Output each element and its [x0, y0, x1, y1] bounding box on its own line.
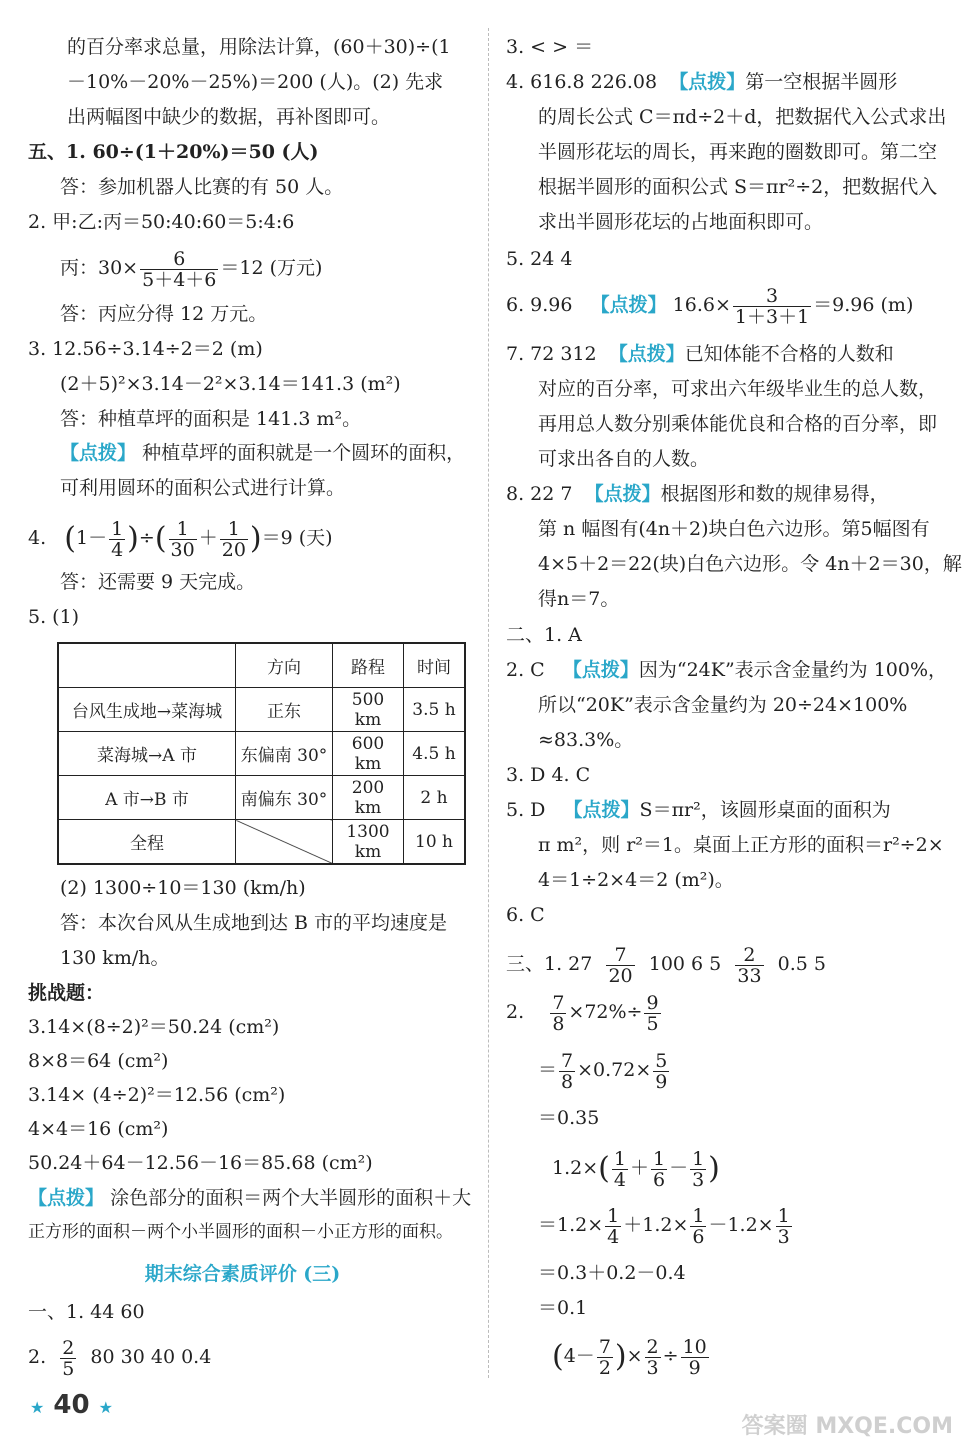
section-2-5: 5. D 【点拨】S＝πr²，该圆形桌面的面积为: [506, 799, 891, 821]
column-divider: [488, 28, 489, 1378]
formula-line: 1.2×( $\frac{1}{4}$ ＋ $\frac{1}{6}$ － $\frac{1}{3}$ ): [552, 1147, 720, 1191]
tip-line: 【点拨】 种植草坪的面积就是一个圆环的面积，: [60, 442, 466, 464]
answer-text: 答：丙应分得 12 万元。: [60, 303, 268, 325]
tip-line: 4＝1÷2×4＝2 (m²)。: [538, 869, 734, 891]
question-5-3: 3. 12.56÷3.14÷2＝2 (m): [28, 338, 263, 360]
tip-line: 第 n 幅图有(4n＋2)块白色六边形。第5幅图有: [538, 518, 930, 540]
text-line: －10%－20%－25%)＝200 (人)。(2) 先求: [67, 71, 444, 93]
question-5-4: 4. (1－ $\frac{1}{4}$ )÷( $\frac{1}{30}$ ＋ $\frac{1}{20}$ )＝9 (天): [28, 517, 333, 561]
section-2-1: 二、1. A: [506, 624, 582, 646]
section-2-2: 2. C 【点拨】因为“24K”表示含金量约为 100%，: [506, 659, 948, 681]
formula-line: ＝1.2× $\frac{1}{4}$ ＋1.2× $\frac{1}{6}$ －1.2× $\frac{1}{3}$: [538, 1204, 790, 1248]
section-2-6: 6. C: [506, 904, 545, 926]
tip-line: 对应的百分率，可求出六年级毕业生的总人数，: [538, 378, 938, 400]
formula-line: (2) 1300÷10＝130 (km/h): [60, 877, 306, 899]
tip-label: 【点拨】: [60, 442, 137, 464]
answer-text: 130 km/h。: [60, 947, 170, 969]
question-5-2: 2. 甲:乙:丙＝50:40:60＝5:4:6: [28, 211, 295, 233]
section-2-34: 3. D 4. C: [506, 764, 591, 786]
page-number: ★ 40 ★: [30, 1390, 113, 1420]
question-5-1: 五、1. 60÷(1＋20%)＝50 (人): [28, 141, 319, 163]
tip-line: 可利用圆环的面积公式进行计算。: [60, 477, 346, 499]
answer-5: 5. 24 4: [506, 248, 573, 270]
formula-line: (2＋5)²×3.14－2²×3.14＝141.3 (m²): [60, 373, 401, 395]
table-row: 台风生成地→菜海城 正东 500 km 3.5 h: [58, 688, 465, 732]
answer-6: 6. 9.96 【点拨】 16.6× $\frac{3}{1+3+1}$ ＝9.96 (m): [506, 284, 914, 328]
answer-8: 8. 22 7 【点拨】根据图形和数的规律易得，: [506, 483, 889, 505]
formula-line: 8×8＝64 (cm²): [28, 1050, 169, 1072]
tip-line: 4×5＋2＝22(块)白色六边形。令 4n＋2＝30，解: [538, 553, 962, 575]
star-icon: ★: [30, 1398, 45, 1417]
section-title: 期末综合素质评价 (三): [144, 1263, 341, 1285]
question-1-1: 一、1. 44 60: [28, 1301, 145, 1323]
tip-line: 根据半圆形的面积公式 S＝πr²÷2，把数据代入: [538, 176, 938, 198]
answer-text: 答：参加机器人比赛的有 50 人。: [60, 176, 344, 198]
question-1-2: 2. $\frac{2}{5}$ 80 30 40 0.4: [28, 1336, 212, 1380]
tip-line: 可求出各自的人数。: [538, 448, 710, 470]
formula-line: 丙：30× $\frac{6}{5+4+6}$ ＝12 (万元): [60, 247, 323, 291]
formula-line: 3.14×(8÷2)²＝50.24 (cm²): [28, 1016, 280, 1038]
formula-line: (4－ $\frac{7}{2}$ )× $\frac{2}{3}$ ÷ $\frac{10}{9}$: [552, 1335, 707, 1379]
question-5-5: 5. (1): [28, 606, 80, 628]
formula-line: ＝0.1: [538, 1297, 588, 1319]
challenge-heading: 挑战题：: [28, 982, 105, 1004]
formula-line: ＝ $\frac{7}{8}$ ×0.72× $\frac{5}{9}$: [538, 1049, 668, 1093]
answer-text: 答：还需要 9 天完成。: [60, 571, 256, 593]
diagonal-cell: [236, 820, 333, 865]
tip-line: 【点拨】 涂色部分的面积＝两个大半圆形的面积＋大: [28, 1187, 472, 1209]
star-icon: ★: [98, 1398, 113, 1417]
tip-line: π m²，则 r²＝1。桌面上正方形的面积＝r²÷2×: [538, 834, 944, 856]
table-header-row: 方向 路程 时间: [58, 643, 465, 688]
tip-label: 【点拨】: [28, 1187, 105, 1209]
tip-line: 半圆形花坛的周长，再来跑的圈数即可。第二空: [538, 141, 938, 163]
fraction: $\frac{6}{5+4+6}$: [142, 247, 217, 291]
tip-line: 正方形的面积－两个小半圆形的面积－小正方形的面积。: [28, 1222, 453, 1242]
route-table: [57, 642, 466, 865]
section-3-2: 2. $\frac{7}{8}$ ×72%÷ $\frac{9}{5}$: [506, 991, 659, 1035]
text-line: 的百分率求总量，用除法计算，(60＋30)÷(1: [67, 36, 451, 58]
tip-line: 所以“20K”表示含金量约为 20÷24×100%: [538, 694, 908, 716]
formula-line: ＝0.3＋0.2－0.4: [538, 1262, 686, 1284]
text-line: 出两幅图中缺少的数据，再补图即可。: [67, 106, 391, 128]
answer-text: 答：本次台风从生成地到达 B 市的平均速度是: [60, 912, 448, 934]
formula-line: 4×4＝16 (cm²): [28, 1118, 169, 1140]
answer-4: 4. 616.8 226.08 【点拨】第一空根据半圆形: [506, 71, 898, 93]
tip-line: ≈83.3%。: [538, 729, 634, 751]
answer-7: 7. 72 312 【点拨】已知体能不合格的人数和: [506, 343, 894, 365]
answer-text: 答：种植草坪的面积是 141.3 m²。: [60, 408, 362, 430]
formula-line: 50.24＋64－12.56－16＝85.68 (cm²): [28, 1152, 373, 1174]
table-row: A 市→B 市 南偏东 30° 200 km 2 h: [58, 776, 465, 820]
watermark: 答案圈 MXQE.COM: [741, 1414, 953, 1439]
answer-3: 3. < > ＝: [506, 36, 594, 58]
table-row: 全程 1300 km 10 h: [58, 820, 465, 865]
formula-line: ＝0.35: [538, 1107, 600, 1129]
section-3-1: 三、1. 27 $\frac{7}{20}$ 100 6 5 $\frac{2}{33}$ 0.5 5: [506, 943, 826, 987]
tip-line: 得n＝7。: [538, 588, 620, 610]
tip-line: 的周长公式 C＝πd÷2＋d，把数据代入公式求出: [538, 106, 947, 128]
tip-line: 求出半圆形花坛的占地面积即可。: [538, 211, 824, 233]
formula-line: 3.14× (4÷2)²＝12.56 (cm²): [28, 1084, 286, 1106]
table-row: 菜海城→A 市 东偏南 30° 600 km 4.5 h: [58, 732, 465, 776]
tip-line: 再用总人数分别乘体能优良和合格的百分率，即: [538, 413, 938, 435]
